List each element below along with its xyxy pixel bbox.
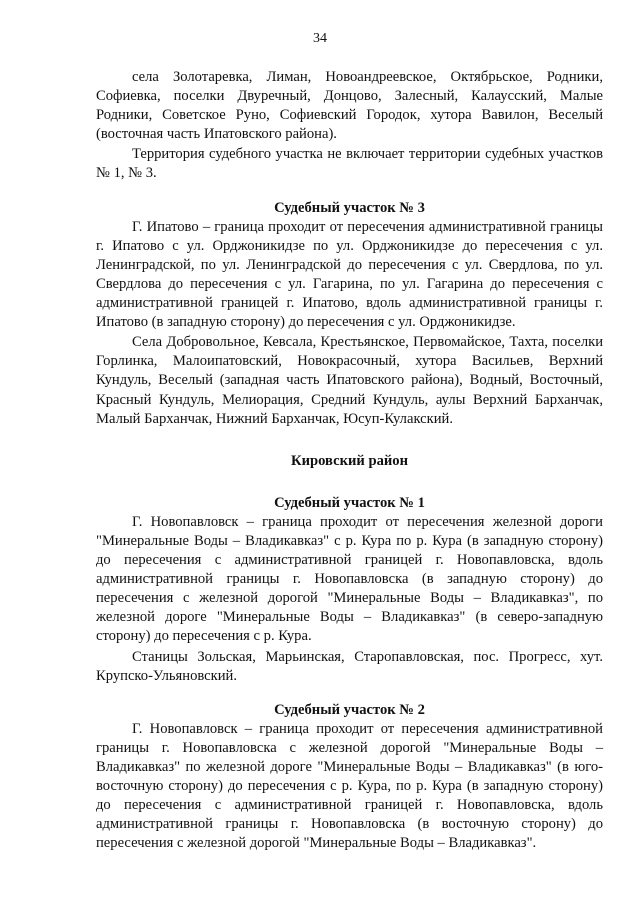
paragraph: Села Добровольное, Кевсала, Крестьянское, Первомайское, Тахта, поселки Горлинка, Малоипатовский, Новокрасочный, хутора Васильев, Верхний Кундуль, Веселый (западная часть Ипатовского района), Водный, Восточный, Красный Кундуль, Мелиорация, Средний Кундуль, аулы Верхний Барханчак, Малый Барханчак, Нижний Барханчак, Юсуп-Кулакский.: [96, 334, 603, 427]
paragraph: Станицы Зольская, Марьинская, Старопавловская, пос. Прогресс, хут. Крупско-Ульяновский.: [96, 648, 603, 684]
paragraph: Территория судебного участка не включает территории судебных участков № 1, № 3.: [96, 146, 603, 182]
paragraph: Г. Новопавловск – граница проходит от пересечения железной дороги "Минеральные Воды – Владикавказ" с р. Кура по р. Кура (в западную сторону) до пересечения с административной границей г. Новопавловска, вдоль административной границы г. Новопавловска (в западную сторону) до пересечения с железной дорогой "Минеральные Воды – Владикавказ", по железной дороге "Минеральные Воды – Владикавказ" (в северо-западную сторону) до пересечения с р. Кура.: [96, 513, 603, 645]
section-heading: Судебный участок № 3: [274, 199, 425, 216]
section-heading: Судебный участок № 2: [274, 701, 425, 718]
document-body: [96, 68, 603, 853]
paragraph: Г. Ипатово – граница проходит от пересечения административной границы г. Ипатово с ул. Орджоникидзе по ул. Орджоникидзе до пересечения с ул. Ленинградской, по ул. Ленинградской до пересечения с ул. Свердлова, по ул. Свердлова до пересечения с ул. Гагарина, по ул. Гагарина до пересечения с административной границей г. Ипатово, вдоль административной границы г. Ипатово (в западную сторону) до пересечения с ул. Орджоникидзе.: [96, 218, 603, 331]
paragraph: села Золотаревка, Лиман, Новоандреевское, Октябрьское, Родники, Софиевка, поселки Двуречный, Донцово, Залесный, Калаусский, Малые Родники, Советское Руно, Софиевский Городок, хутора Вавилон, Веселый (восточная часть Ипатовского района).: [96, 69, 603, 143]
page-number: 34: [313, 31, 327, 46]
district-heading: Кировский район: [291, 452, 408, 469]
section-heading: Судебный участок № 1: [274, 494, 425, 511]
paragraph: Г. Новопавловск – граница проходит от пересечения административной границы г. Новопавловска с железной дорогой "Минеральные Воды – Владикавказ" по железной дороге "Минеральные Воды – Владикавказ" (в юго-восточную сторону) до пересечения с р. Кура, по р. Кура (в западную сторону) до пересечения с административной границей г. Новопавловска, вдоль административной границы г. Новопавловска (в восточную сторону) до пересечения с железной дорогой "Минеральные Воды – Владикавказ".: [96, 720, 603, 852]
